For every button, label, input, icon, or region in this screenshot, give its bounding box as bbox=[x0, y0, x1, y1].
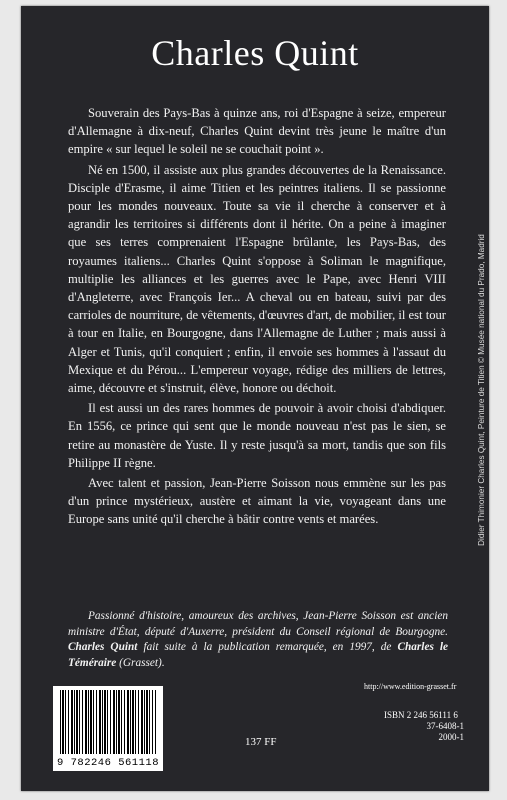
bio-text-3: (Grasset). bbox=[119, 656, 165, 669]
bio-book-title-1: Charles Quint bbox=[68, 641, 138, 654]
book-title: Charles Quint bbox=[151, 33, 359, 73]
price: 137 FF bbox=[245, 736, 277, 748]
blurb-paragraph-4: Avec talent et passion, Jean-Pierre Soisson nous emmène sur les pas d'un prince mystérieux, austère et aimant la vie, voyageant dans une Europe sans unité qu'il cherche à bâtir contre vents et marées. bbox=[68, 476, 446, 527]
blurb-paragraph-3: Il est aussi un des rares hommes de pouvoir à avoir choisi d'abdiquer. En 1556, ce prince qui sent que le monde nouveau n'est pas le sien, se retire au monastère de Yuste. Il y reste jusqu'à sa mort, tandis que son fils Philippe II règne. bbox=[68, 401, 446, 470]
barcode bbox=[53, 686, 163, 771]
author-bio bbox=[68, 609, 448, 671]
barcode-digits: 9 782246 561118 bbox=[56, 757, 159, 769]
publisher-url: http://www.edition-grasset.fr bbox=[364, 682, 457, 691]
isbn-line-2: 37-6408-1 bbox=[426, 721, 464, 732]
isbn-line-3: 2000-1 bbox=[438, 732, 464, 743]
bio-text-1: Passionné d'histoire, amoureux des archives, Jean-Pierre Soisson est ancien ministre d'État, député d'Auxerre, président du Conseil régional de Bourgogne. bbox=[68, 610, 448, 638]
bio-book-title-2: Charles le Téméraire bbox=[68, 641, 449, 669]
image-credit: Didier Thimonier Charles Quint, Peinture de Titien © Musée national du Prado, Madrid bbox=[477, 234, 486, 546]
isbn-line: ISBN 2 246 56111 6 bbox=[384, 710, 458, 720]
barcode-bars bbox=[60, 690, 156, 754]
blurb-paragraph-1: Souverain des Pays-Bas à quinze ans, roi d'Espagne à seize, empereur d'Allemagne à dix-neuf, Charles Quint devint très jeune le maître d'un empire « sur lequel le soleil ne se couchait point ». bbox=[68, 106, 446, 157]
back-cover bbox=[21, 6, 489, 791]
isbn-block bbox=[384, 710, 464, 744]
blurb bbox=[68, 104, 446, 529]
blurb-paragraph-2: Né en 1500, il assiste aux plus grandes découvertes de la Renaissance. Disciple d'Erasme, il aime Titien et les peintres italiens. Il se passionne pour les mondes nouveaux. Toute sa vie il cherche à conserver et à agrandir les territoires si différents dont il hérite. On a peine à imaginer que ses terres comprenaient l'Espagne brûlante, les Pays-Bas, des royaumes italiens... Charles Quint s'oppose à Soliman le magnifique, multiplie les alliances et les guerres avec le Pape, avec Henri VIII d'Angleterre, avec François Ier... A cheval ou en bateau, suivi par des carrioles de nourriture, de vêtements, d'œuvres d'art, de mobilier, il est tour à tour en Italie, en Bourgogne, dans l'Allemagne de Luther ; mais aussi à Alger et Tunis, qu'il conquiert ; enfin, il envoie ses hommes à l'assaut du Mexique et du Pérou... L'empereur voyage, rédige des milliers de lettres, aime, découvre et s'instruit, élève, honore ou déchoit. bbox=[68, 162, 446, 396]
bio-text-2: fait suite à la publication remarquée, en 1997, de bbox=[143, 641, 392, 654]
